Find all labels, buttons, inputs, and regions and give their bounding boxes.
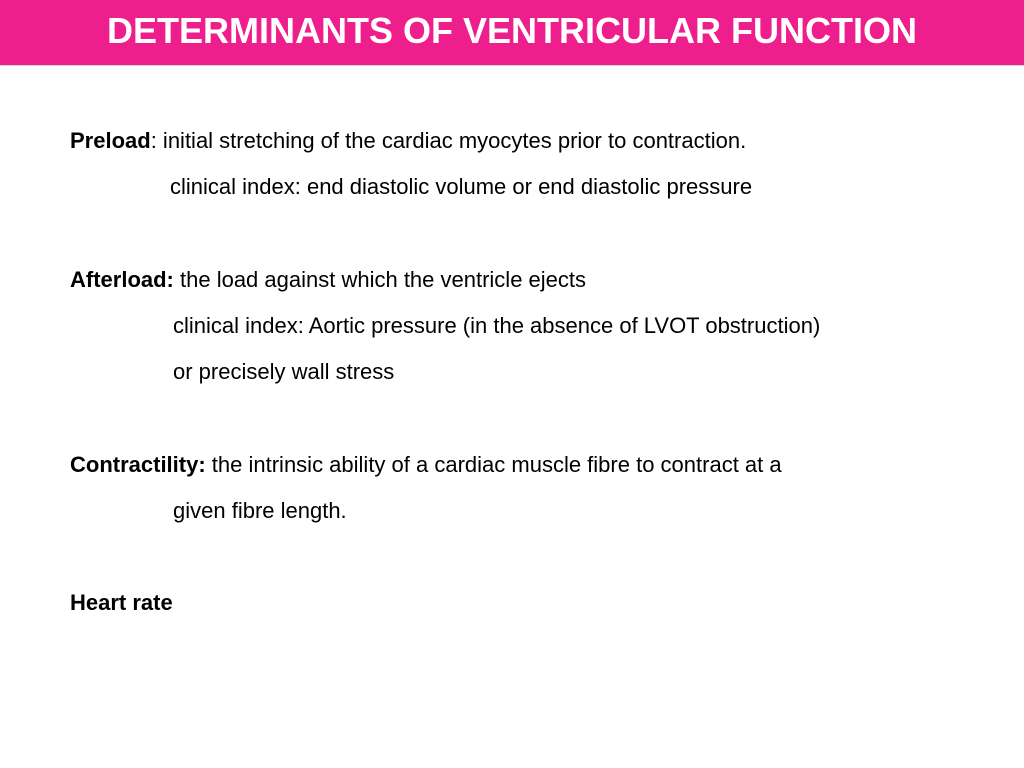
contractility-line (70, 452, 782, 478)
afterload-definition: the load against which the ventricle ejects (173, 267, 587, 292)
slide-title: DETERMINANTS OF VENTRICULAR FUNCTION (107, 10, 917, 51)
preload-line (70, 128, 746, 154)
afterload-clinical-index: clinical index: Aortic pressure (in the absence of LVOT obstruction) (173, 313, 821, 338)
contractility-term: Contractility: (70, 452, 206, 477)
preload-term: Preload (70, 128, 151, 153)
preload-clinical-index: clinical index: end diastolic volume or end diastolic pressure (170, 174, 753, 199)
heart-rate-term: Heart rate (70, 590, 173, 615)
preload-definition: : initial stretching of the cardiac myocytes prior to contraction. (150, 128, 747, 153)
afterload-clinical-index-continued: or precisely wall stress (173, 359, 395, 384)
afterload-line (70, 267, 586, 293)
contractility-definition-continued: given fibre length. (173, 498, 347, 523)
afterload-term: Afterload: (70, 267, 174, 292)
title-bar (0, 0, 1024, 66)
heart-rate-line (70, 590, 173, 616)
contractility-definition: the intrinsic ability of a cardiac muscle fibre to contract at a (205, 452, 782, 477)
